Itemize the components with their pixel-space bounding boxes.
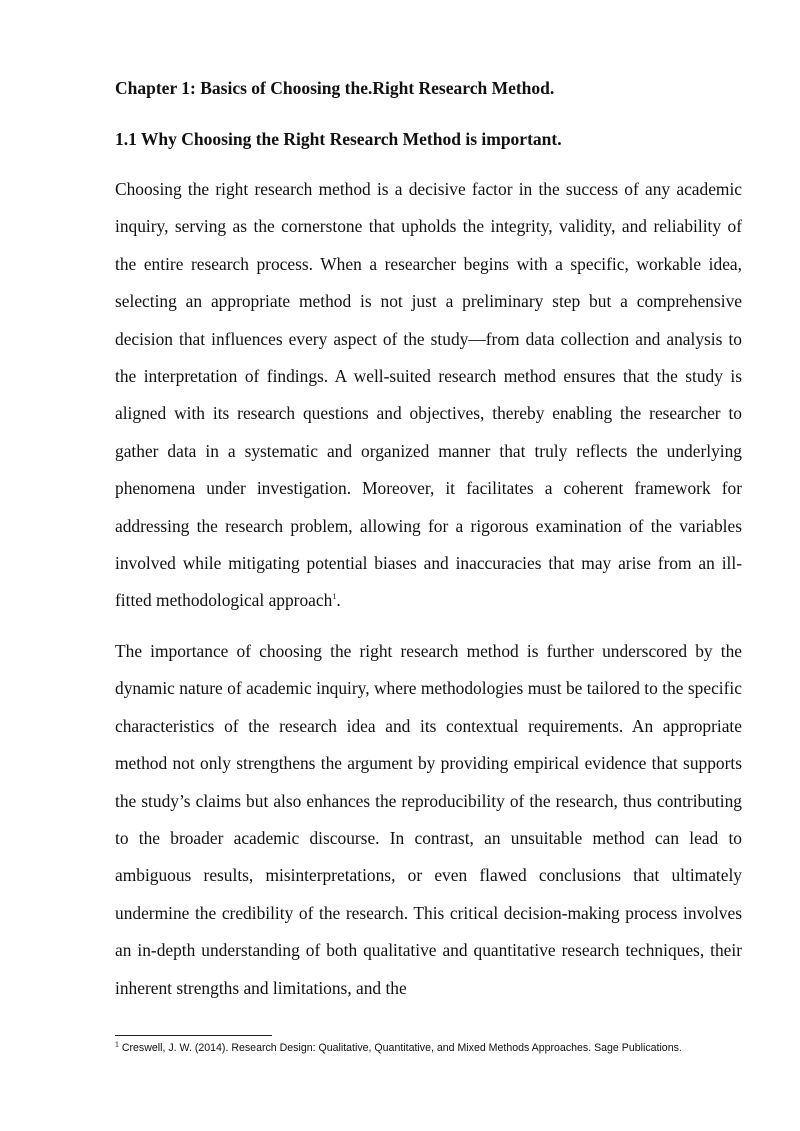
footnote-reference[interactable]: 1 — [332, 592, 337, 602]
footnote — [115, 1041, 755, 1055]
body-paragraph-1 — [115, 171, 742, 620]
paragraph-1-text: Choosing the right research method is a decisive factor in the success of any academic inquiry, serving as the cornerstone that upholds the integrity, validity, and reliability of the entire research process. When a researcher begins with a specific, workable idea, selecting an appropriate method is not just a preliminary step but a comprehensive decision that influences every aspect of the study—from data collection and analysis to the interpretation of findings. A well-suited research method ensures that the study is aligned with its research questions and objectives, thereby enabling the researcher to gather data in a systematic and organized manner that truly reflects the underlying phenomena under investigation. Moreover, it facilitates a coherent framework for addressing the research problem, allowing for a rigorous examination of the variables involved while mitigating potential biases and inaccuracies that may arise from an ill-fitted methodological approach — [115, 179, 742, 611]
section-title: 1.1 Why Choosing the Right Research Method is important. — [115, 129, 562, 149]
footnote-separator — [115, 1035, 272, 1036]
chapter-title: Chapter 1: Basics of Choosing the.Right Research Method. — [115, 78, 555, 98]
footnote-marker: 1 — [115, 1041, 119, 1049]
footnote-text: Creswell, J. W. (2014). Research Design: Qualitative, Quantitative, and Mixed Methods Approaches. Sage Publications. — [118, 1042, 682, 1054]
paragraph-1-end: . — [336, 590, 341, 611]
body-paragraph-2: The importance of choosing the right research method is further underscored by the dynamic nature of academic inquiry, where methodologies must be tailored to the specific characteristics of the research idea and its contextual requirements. An appropriate method not only strengthens the argument by providing empirical evidence that supports the study’s claims but also enhances the reproducibility of the research, thus contributing to the broader academic discourse. In contrast, an unsuitable method can lead to ambiguous results, misinterpretations, or even flawed conclusions that ultimately undermine the credibility of the research. This critical decision-making process involves an in-depth understanding of both qualitative and quantitative research techniques, their inherent strengths and limitations, and the — [115, 641, 742, 998]
